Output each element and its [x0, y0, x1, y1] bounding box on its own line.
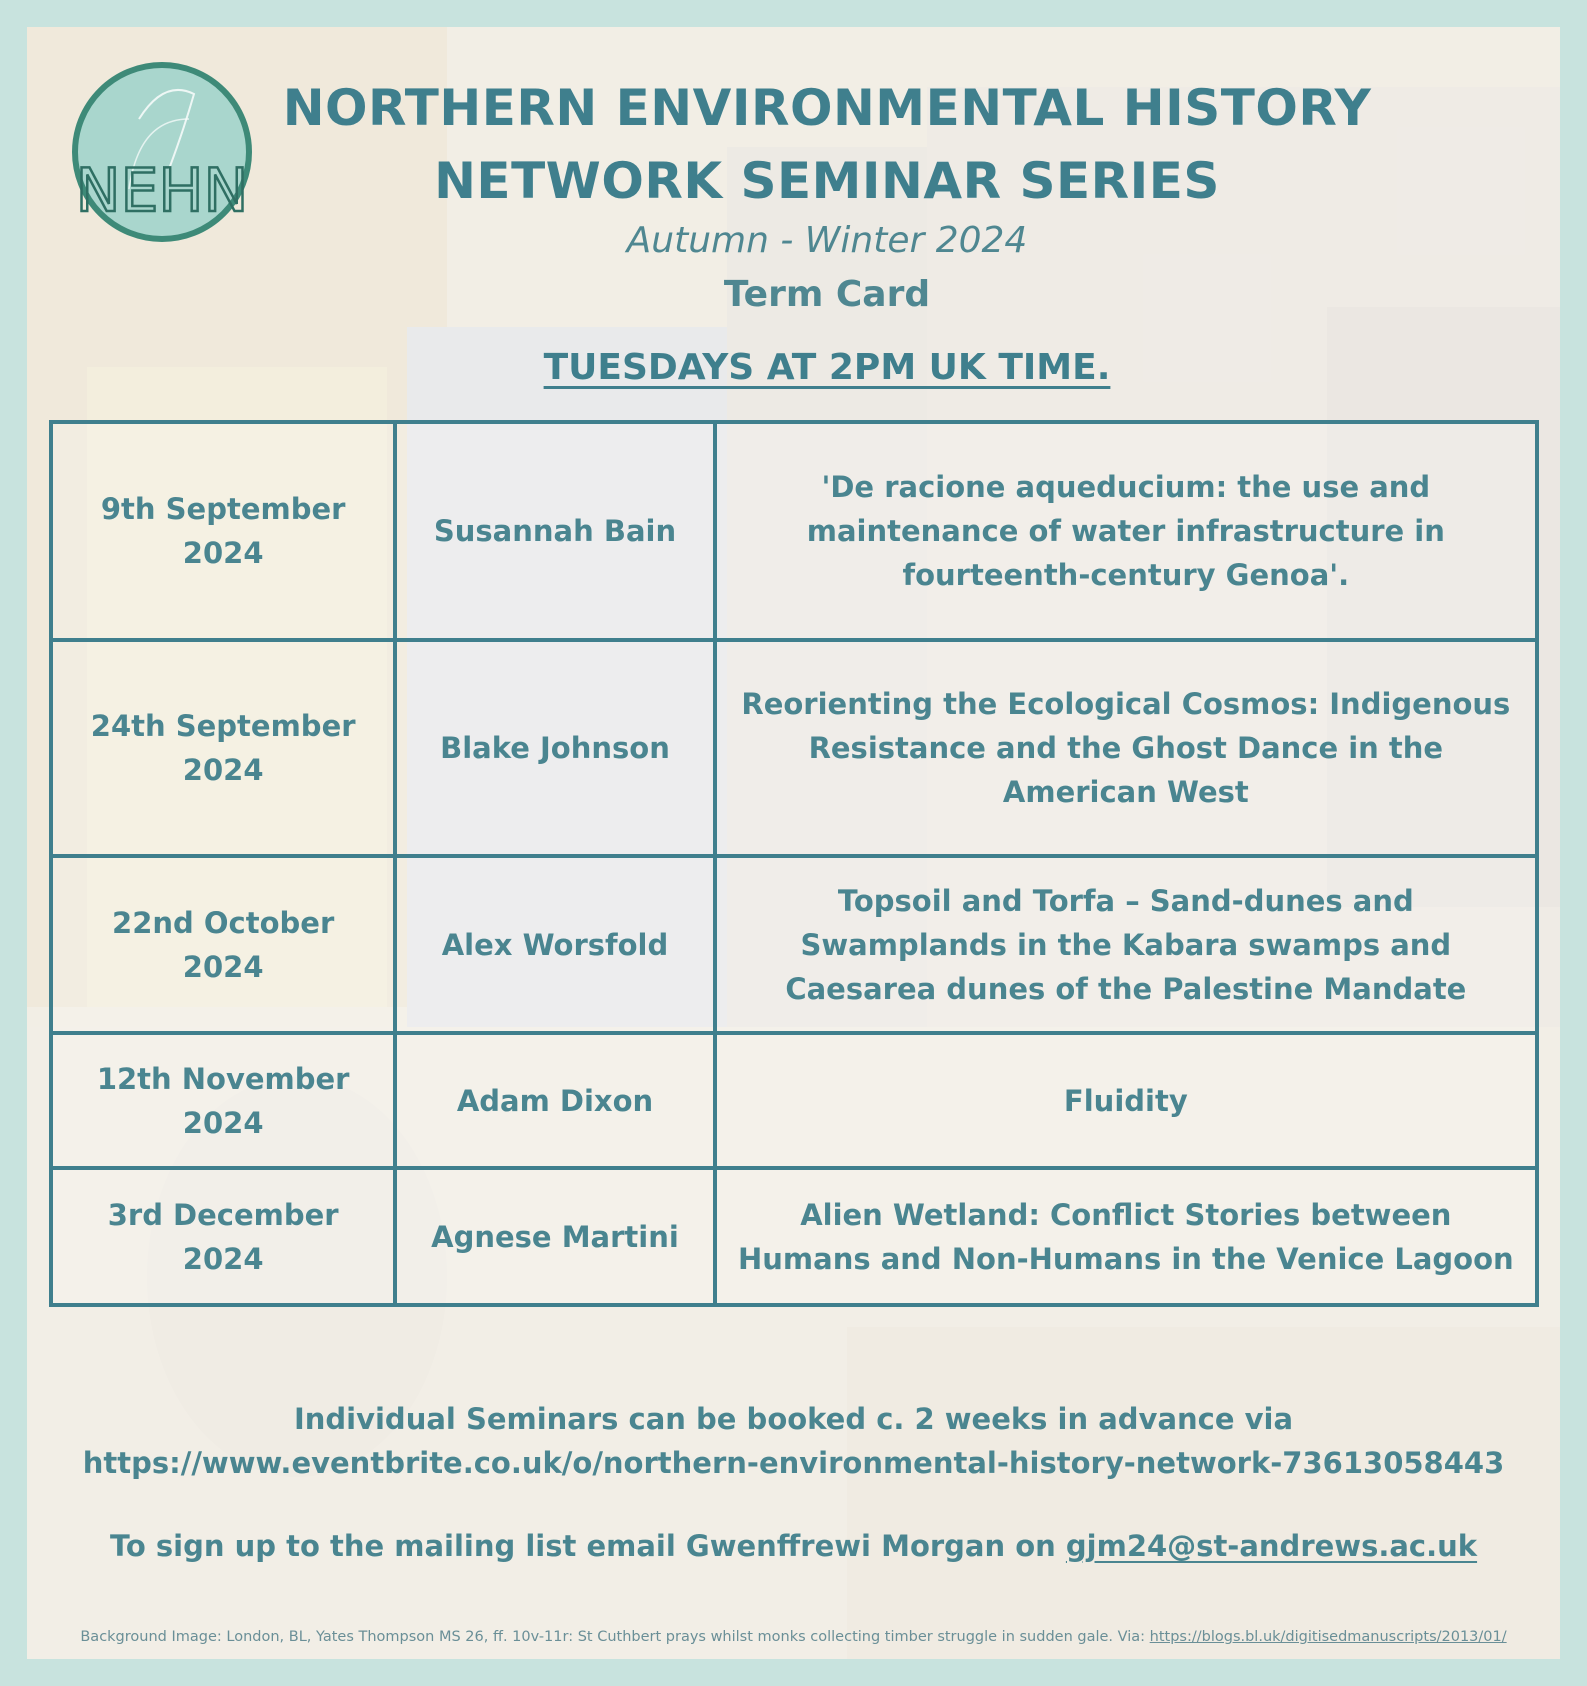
title-cell: Fluidity: [715, 1033, 1537, 1168]
image-credit: [27, 1629, 1560, 1645]
date-cell: 12th November 2024: [51, 1033, 395, 1168]
table-row: [51, 856, 1537, 1033]
title-cell: Alien Wetland: Conflict Stories between Humans and Non-Humans in the Venice Lagoon: [715, 1168, 1537, 1305]
title-cell: Reorienting the Ecological Cosmos: Indigenous Resistance and the Ghost Dance in the American West: [715, 640, 1537, 856]
schedule-note: [207, 347, 1447, 388]
title-line-2: NETWORK SEMINAR SERIES: [434, 152, 1220, 210]
table-row: [51, 422, 1537, 640]
date-cell: 3rd December 2024: [51, 1168, 395, 1305]
subtitle-term: Autumn - Winter 2024: [626, 220, 1028, 261]
email-link[interactable]: gjm24@st-andrews.ac.uk: [1065, 1529, 1478, 1563]
logo-lettering: NEHN: [75, 156, 249, 226]
table-row: [51, 1033, 1537, 1168]
table-row: [51, 1168, 1537, 1305]
booking-text: Individual Seminars can be booked c. 2 weeks in advance via: [293, 1402, 1294, 1436]
poster: [27, 27, 1560, 1659]
speaker-cell: Alex Worsfold: [395, 856, 714, 1033]
date-cell: 24th September 2024: [51, 640, 395, 856]
title-cell: 'De racione aqueducium: the use and maintenance of water infrastructure in fourteenth-century Genoa'.: [715, 422, 1537, 640]
schedule-note-text: TUESDAYS AT 2PM UK TIME.: [543, 347, 1111, 388]
seminar-schedule-table: [49, 420, 1539, 1307]
table-row: [51, 640, 1537, 856]
speaker-cell: Susannah Bain: [395, 422, 714, 640]
title-line-1: NORTHERN ENVIRONMENTAL HISTORY: [282, 79, 1372, 137]
booking-url-link[interactable]: https://www.eventbrite.co.uk/o/northern-environmental-history-network-73613058443: [82, 1446, 1505, 1480]
credit-link[interactable]: https://blogs.bl.uk/digitisedmanuscripts/2013/01/: [1149, 1629, 1507, 1645]
speaker-cell: Blake Johnson: [395, 640, 714, 856]
speaker-cell: Agnese Martini: [395, 1168, 714, 1305]
title-cell: Topsoil and Torfa – Sand-dunes and Swamplands in the Kabara swamps and Caesarea dunes of the Palestine Mandate: [715, 856, 1537, 1033]
date-cell: 22nd October 2024: [51, 856, 395, 1033]
mailing-list-prefix: To sign up to the mailing list email Gwenffrewi Morgan on: [109, 1529, 1066, 1563]
date-cell: 9th September 2024: [51, 422, 395, 640]
term-card-label: Term Card: [723, 274, 931, 315]
speaker-cell: Adam Dixon: [395, 1033, 714, 1168]
mailing-list-text: [27, 1529, 1560, 1563]
credit-text: Background Image: London, BL, Yates Thompson MS 26, ff. 10v-11r: St Cuthbert prays whilst monks collecting timber struggle in sudden gale. Via:: [80, 1629, 1150, 1645]
